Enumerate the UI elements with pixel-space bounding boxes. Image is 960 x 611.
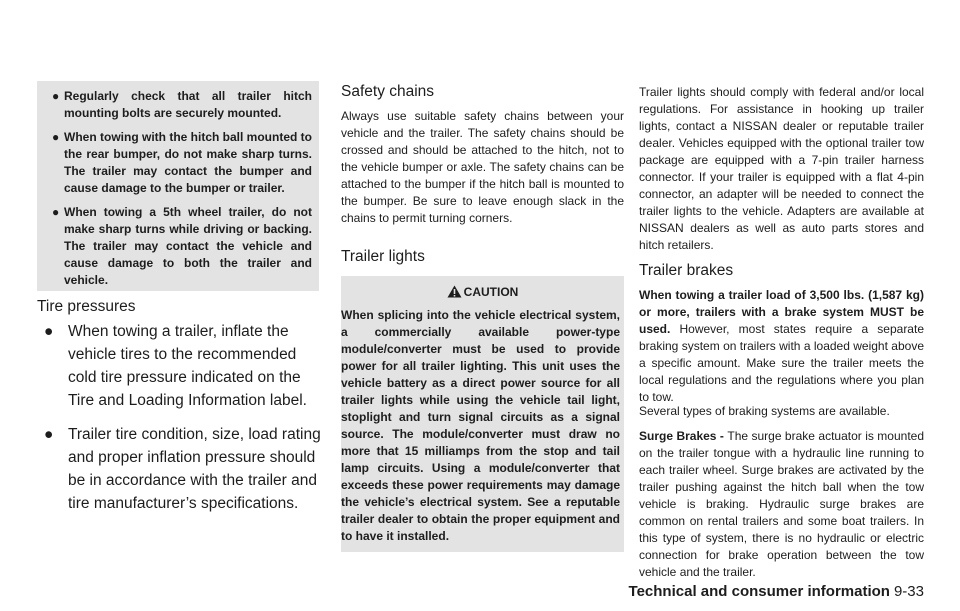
surge-brakes-paragraph: Surge Brakes - The surge brake actuator is mounted on the trailer tongue with a hydraulic line running to each trailer wheel. Surge brakes are activated by the trailer pushing against the hitch ball when the tow vehicle is braking. Hydraulic surge brakes are common on rental trailers and some boat trailers. In this type of system, there is no hydraulic or electric connection for brake operation between the tow vehicle and the trailer.: [639, 429, 924, 579]
caution-title: CAUTION: [341, 284, 624, 300]
bullet: ●: [52, 130, 60, 144]
warning-triangle-icon: [447, 285, 462, 298]
page-footer: [629, 583, 924, 601]
tire-pressures-heading: Tire pressures: [37, 298, 136, 315]
bullet: ●: [44, 426, 54, 443]
trailer-brakes-paragraph-1: When towing a trailer load of 3,500 lbs. (1,587 kg) or more, trailers with a brake system MUST be used. However, most states require a separate braking system on trailers with a loaded weight above a specific amount. Make sure the trailer meets the local regulations and the regulations where you plan to tow.: [639, 288, 924, 404]
list-item: ● Trailer tire condition, size, load rating and proper inflation pressure should be in accordance with the trailer and tire manufacturer’s specifications.: [44, 423, 324, 515]
trailer-lights-text: Trailer lights should comply with federal and/or local regulations. For assistance in hooking up trailer lights, contact a NISSAN dealer or reputable trailer dealer. Vehicles equipped with the optional trailer tow package are equipped with a 7-pin trailer harness connector. If your trailer is equipped with a flat 4-pin connector, an adapter will be needed to connect the trailer lights to the vehicle. Adapters are available at NISSAN dealers as well as auto parts stores and hitch retailers.: [639, 85, 924, 252]
bullet: ●: [44, 323, 54, 340]
list-item: ● Regularly check that all trailer hitch mounting bolts are securely mounted.: [52, 89, 312, 120]
list-item: ● When towing with the hitch ball mounted to the rear bumper, do not make sharp turns. The trailer may contact the bumper and cause damage to the bumper or trailer.: [52, 130, 312, 195]
bullet: ●: [52, 89, 60, 103]
list-item: ● When towing a trailer, inflate the vehicle tires to the recommended cold tire pressure indicated on the Tire and Loading Information label.: [44, 320, 324, 412]
warning-list: [44, 88, 316, 296]
trailer-lights-heading: Trailer lights: [341, 248, 425, 265]
caution-box: [341, 276, 624, 552]
caution-text: When splicing into the vehicle electrical system, a commercially available power-type module/converter must be used to provide power for all trailer lighting. This unit uses the vehicle battery as a direct power source for all trailer lights while using the vehicle tail light, stoplight and turn signal circuits as a signal source. The module/converter must draw no more that 15 milliamps from the stop and tail lamp circuits. Using a module/converter that exceeds these power requirements may damage the vehicle’s electrical system. See a reputable trailer dealer to obtain the proper equipment and to have it installed.: [341, 308, 620, 543]
safety-chains-heading: Safety chains: [341, 83, 435, 100]
footer-section-title: Technical and consumer information: [628, 583, 890, 600]
tire-pressures-list: [44, 320, 324, 526]
trailer-brakes-paragraph-2: Several types of braking systems are available.: [639, 404, 890, 418]
page-number: 9-33: [893, 583, 924, 600]
safety-chains-text: Always use suitable safety chains between your vehicle and the trailer. The safety chains should be crossed and should be attached to the hitch, not to the vehicle bumper or axle. The safety chains can be attached to the bumper if the hitch ball is mounted to the bumper. Be sure to leave enough slack in the chains to permit turning corners.: [341, 109, 624, 225]
bullet: ●: [52, 205, 60, 219]
trailer-brakes-heading: Trailer brakes: [639, 262, 734, 279]
list-item: ● When towing a 5th wheel trailer, do not make sharp turns while driving or backing. The trailer may contact the vehicle and cause damage to both the trailer and vehicle.: [52, 205, 312, 287]
